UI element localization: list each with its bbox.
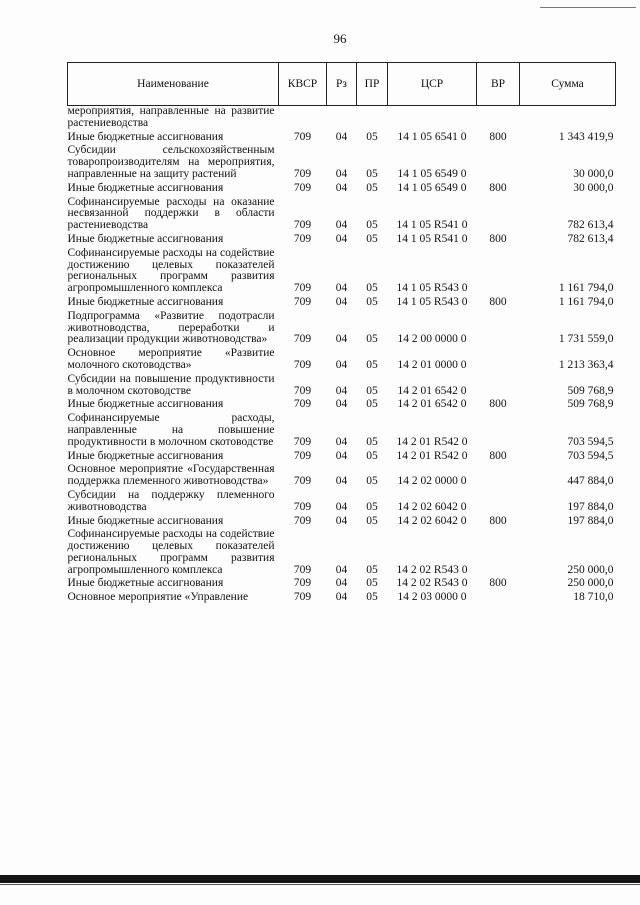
row-kvsr-cell: 709 xyxy=(293,563,312,576)
row-vr-cell: 800 xyxy=(489,449,507,462)
row-rz-cell: 04 xyxy=(335,167,348,180)
row-rz-cell: 04 xyxy=(335,563,348,576)
row-csr-cell: 14 2 02 0000 0 xyxy=(397,475,467,488)
row-csr-cell: 14 2 02 R543 0 xyxy=(396,577,468,590)
row-pr-cell: 05 xyxy=(366,475,378,488)
row-sum-cell: 1 731 559,0 xyxy=(558,333,614,346)
row-sum-cell: 250 000,0 xyxy=(567,577,614,590)
row-kvsr-cell: 709 xyxy=(293,591,312,604)
row-rz-cell xyxy=(327,106,357,130)
table-row xyxy=(68,130,616,144)
row-vr-cell xyxy=(477,195,520,232)
row-kvsr-cell: 709 xyxy=(293,435,312,448)
table-row xyxy=(68,514,616,528)
row-name-cell: Субсидии на повышение продуктивности в молочном скотоводстве xyxy=(67,372,275,397)
header-csr: ЦСР xyxy=(388,63,477,106)
row-sum-cell: 1 343 419,9 xyxy=(558,130,614,143)
row-vr-cell: 800 xyxy=(489,181,507,194)
row-sum-cell: 782 613,4 xyxy=(567,232,614,245)
row-sum-cell: 1 213 363,4 xyxy=(558,358,614,371)
row-csr-cell: 14 2 02 R543 0 xyxy=(396,563,468,576)
row-pr-cell: 05 xyxy=(366,449,378,462)
header-name: Наименование xyxy=(68,63,279,106)
row-csr-cell: 14 2 02 6042 0 xyxy=(397,500,467,513)
table-body xyxy=(68,106,616,605)
table-row xyxy=(68,106,616,130)
row-vr-cell xyxy=(477,106,520,130)
row-vr-cell: 800 xyxy=(489,577,507,590)
row-sum-cell: 250 000,0 xyxy=(567,563,614,576)
row-vr-cell xyxy=(477,488,520,514)
row-kvsr-cell: 709 xyxy=(293,449,312,462)
header-pr: ПР xyxy=(357,63,388,106)
row-name-cell: Субсидии сельскохозяйственным товаропроизводителям на мероприятия, направленные на защиту растений xyxy=(67,144,275,180)
bottom-scan-band xyxy=(0,875,640,883)
row-name-cell: Иные бюджетные ассигнования xyxy=(67,130,224,143)
row-pr-cell: 05 xyxy=(366,282,378,295)
row-name-cell: Субсидии на поддержку племенного животноводства xyxy=(67,488,275,513)
row-rz-cell: 04 xyxy=(335,384,348,397)
row-name-cell: Иные бюджетные ассигнования xyxy=(67,514,224,527)
row-sum-cell: 30 000,0 xyxy=(573,167,614,180)
table-row xyxy=(68,488,616,514)
row-rz-cell: 04 xyxy=(335,358,348,371)
table-row xyxy=(68,590,616,604)
row-pr-cell: 05 xyxy=(366,384,378,397)
row-rz-cell: 04 xyxy=(335,295,348,308)
row-vr-cell xyxy=(477,590,520,604)
row-name-cell: Подпрограмма «Развитие подотрасли животноводства, переработки и реализации продукции животноводства» xyxy=(67,309,275,346)
budget-table xyxy=(67,62,616,604)
row-kvsr-cell: 709 xyxy=(293,500,312,513)
row-pr-cell: 05 xyxy=(366,295,378,308)
row-pr-cell: 05 xyxy=(366,563,378,576)
row-csr-cell: 14 2 01 0000 0 xyxy=(397,358,467,371)
row-kvsr-cell: 709 xyxy=(293,577,312,590)
row-vr-cell xyxy=(477,143,520,180)
table-row xyxy=(68,246,616,295)
row-pr-cell: 05 xyxy=(366,398,378,411)
row-kvsr-cell: 709 xyxy=(293,232,312,245)
row-rz-cell: 04 xyxy=(335,500,348,513)
row-rz-cell: 04 xyxy=(335,181,348,194)
row-kvsr-cell: 709 xyxy=(293,398,312,411)
row-csr-cell: 14 1 05 R543 0 xyxy=(396,295,468,308)
row-kvsr-cell: 709 xyxy=(293,295,312,308)
row-pr-cell: 05 xyxy=(366,435,378,448)
row-name-cell: Софинансируемые расходы на оказание несвязанной поддержки в области растениеводства xyxy=(67,195,275,232)
row-kvsr-cell: 709 xyxy=(293,475,312,488)
row-rz-cell: 04 xyxy=(335,435,348,448)
row-name-cell: Основное мероприятие «Государственная поддержка племенного животноводства» xyxy=(67,463,275,488)
bottom-scan-line xyxy=(0,884,640,885)
row-vr-cell: 800 xyxy=(489,295,507,308)
row-kvsr-cell: 709 xyxy=(293,282,312,295)
row-name-cell: Иные бюджетные ассигнования xyxy=(67,232,224,245)
row-name-cell: Иные бюджетные ассигнования xyxy=(67,398,224,411)
row-pr-cell: 05 xyxy=(366,514,378,527)
row-sum-cell: 509 768,9 xyxy=(567,398,614,411)
row-rz-cell: 04 xyxy=(335,475,348,488)
row-csr-cell: 14 1 05 6549 0 xyxy=(397,167,467,180)
row-pr-cell: 05 xyxy=(366,232,378,245)
row-sum-cell: 1 161 794,0 xyxy=(558,295,614,308)
row-rz-cell: 04 xyxy=(335,398,348,411)
row-sum-cell: 30 000,0 xyxy=(573,181,614,194)
row-csr-cell: 14 2 01 6542 0 xyxy=(397,398,467,411)
row-csr-cell: 14 2 01 R542 0 xyxy=(396,449,468,462)
row-vr-cell xyxy=(477,462,520,488)
header-kvsr: КВСР xyxy=(279,63,327,106)
row-name-cell: Иные бюджетные ассигнования xyxy=(67,295,224,308)
top-scan-line xyxy=(540,7,636,8)
row-rz-cell: 04 xyxy=(335,219,348,232)
table-row xyxy=(68,346,616,372)
row-rz-cell: 04 xyxy=(335,577,348,590)
row-pr-cell xyxy=(357,106,388,130)
row-rz-cell: 04 xyxy=(335,449,348,462)
table-row xyxy=(68,195,616,232)
row-vr-cell xyxy=(477,527,520,576)
row-kvsr-cell: 709 xyxy=(293,219,312,232)
row-sum-cell: 782 613,4 xyxy=(567,219,614,232)
row-name-cell: Иные бюджетные ассигнования xyxy=(67,181,224,194)
row-name-cell: мероприятия, направленные на развитие растениеводства xyxy=(67,105,275,129)
row-kvsr-cell: 709 xyxy=(293,181,312,194)
row-sum-cell: 509 768,9 xyxy=(567,384,614,397)
row-kvsr-cell: 709 xyxy=(293,167,312,180)
table-row xyxy=(68,295,616,309)
row-pr-cell: 05 xyxy=(366,219,378,232)
row-csr-cell: 14 2 00 0000 0 xyxy=(397,333,467,346)
row-pr-cell: 05 xyxy=(366,167,378,180)
row-name-cell: Софинансируемые расходы на содействие достижению целевых показателей региональных программ развития агропромышленного комплекса xyxy=(67,246,275,295)
header-vr: ВР xyxy=(477,63,520,106)
row-csr-cell: 14 1 05 R541 0 xyxy=(396,219,468,232)
row-csr-cell: 14 1 05 6549 0 xyxy=(397,181,467,194)
row-kvsr-cell xyxy=(279,106,327,130)
row-rz-cell: 04 xyxy=(335,282,348,295)
row-csr-cell: 14 1 05 6541 0 xyxy=(397,130,467,143)
row-rz-cell: 04 xyxy=(335,514,348,527)
row-csr-cell xyxy=(388,106,477,130)
table-row xyxy=(68,181,616,195)
page-number: 96 xyxy=(333,31,347,46)
table-row xyxy=(68,576,616,590)
row-sum-cell: 703 594,5 xyxy=(567,435,614,448)
budget-table-container xyxy=(67,62,615,604)
row-name-cell: Основное мероприятие «Управление xyxy=(67,591,249,604)
row-pr-cell: 05 xyxy=(366,591,378,604)
row-pr-cell: 05 xyxy=(366,577,378,590)
table-row xyxy=(68,309,616,346)
row-vr-cell xyxy=(477,309,520,346)
row-sum-cell: 18 710,0 xyxy=(573,591,614,604)
row-csr-cell: 14 1 05 R541 0 xyxy=(396,232,468,245)
table-row xyxy=(68,527,616,576)
header-row xyxy=(68,63,616,106)
row-csr-cell: 14 2 03 0000 0 xyxy=(397,591,467,604)
row-vr-cell: 800 xyxy=(489,398,507,411)
row-csr-cell: 14 2 01 6542 0 xyxy=(397,384,467,397)
row-csr-cell: 14 2 01 R542 0 xyxy=(396,435,468,448)
row-kvsr-cell: 709 xyxy=(293,358,312,371)
row-name-cell: Основное мероприятие «Развитие молочного скотоводства» xyxy=(67,347,275,371)
table-row xyxy=(68,397,616,411)
table-row xyxy=(68,372,616,398)
table-row xyxy=(68,449,616,463)
row-kvsr-cell: 709 xyxy=(293,514,312,527)
row-name-cell: Иные бюджетные ассигнования xyxy=(67,449,224,462)
table-row xyxy=(68,143,616,180)
row-csr-cell: 14 2 02 6042 0 xyxy=(397,514,467,527)
row-vr-cell xyxy=(477,246,520,295)
row-vr-cell: 800 xyxy=(489,130,507,143)
row-rz-cell: 04 xyxy=(335,591,348,604)
row-vr-cell: 800 xyxy=(489,232,507,245)
row-pr-cell: 05 xyxy=(366,130,378,143)
table-header xyxy=(68,63,616,106)
header-sum: Сумма xyxy=(520,63,616,106)
row-pr-cell: 05 xyxy=(366,333,378,346)
row-sum-cell: 197 884,0 xyxy=(567,514,614,527)
row-sum-cell: 197 884,0 xyxy=(567,500,614,513)
row-sum-cell: 1 161 794,0 xyxy=(558,282,614,295)
row-name-cell: Софинансируемые расходы на содействие достижению целевых показателей региональных программ развития агропромышленного комплекса xyxy=(67,528,275,576)
table-row xyxy=(68,411,616,448)
row-sum-cell: 447 884,0 xyxy=(567,475,614,488)
table-row xyxy=(68,462,616,488)
row-csr-cell: 14 1 05 R543 0 xyxy=(396,282,468,295)
row-name-cell: Софинансируемые расходы, направленные на повышение продуктивности в молочном скотоводстве xyxy=(67,412,275,448)
header-rz: Рз xyxy=(327,63,357,106)
row-vr-cell xyxy=(477,411,520,448)
row-kvsr-cell: 709 xyxy=(293,384,312,397)
row-rz-cell: 04 xyxy=(335,130,348,143)
row-sum-cell: 703 594,5 xyxy=(567,449,614,462)
table-row xyxy=(68,232,616,246)
row-kvsr-cell: 709 xyxy=(293,130,312,143)
row-pr-cell: 05 xyxy=(366,181,378,194)
row-vr-cell xyxy=(477,346,520,372)
row-name-cell: Иные бюджетные ассигнования xyxy=(67,577,224,590)
row-kvsr-cell: 709 xyxy=(293,333,312,346)
row-vr-cell xyxy=(477,372,520,398)
row-pr-cell: 05 xyxy=(366,500,378,513)
row-rz-cell: 04 xyxy=(335,232,348,245)
row-pr-cell: 05 xyxy=(366,358,378,371)
row-sum-cell xyxy=(520,106,616,130)
row-rz-cell: 04 xyxy=(335,333,348,346)
row-vr-cell: 800 xyxy=(489,514,507,527)
